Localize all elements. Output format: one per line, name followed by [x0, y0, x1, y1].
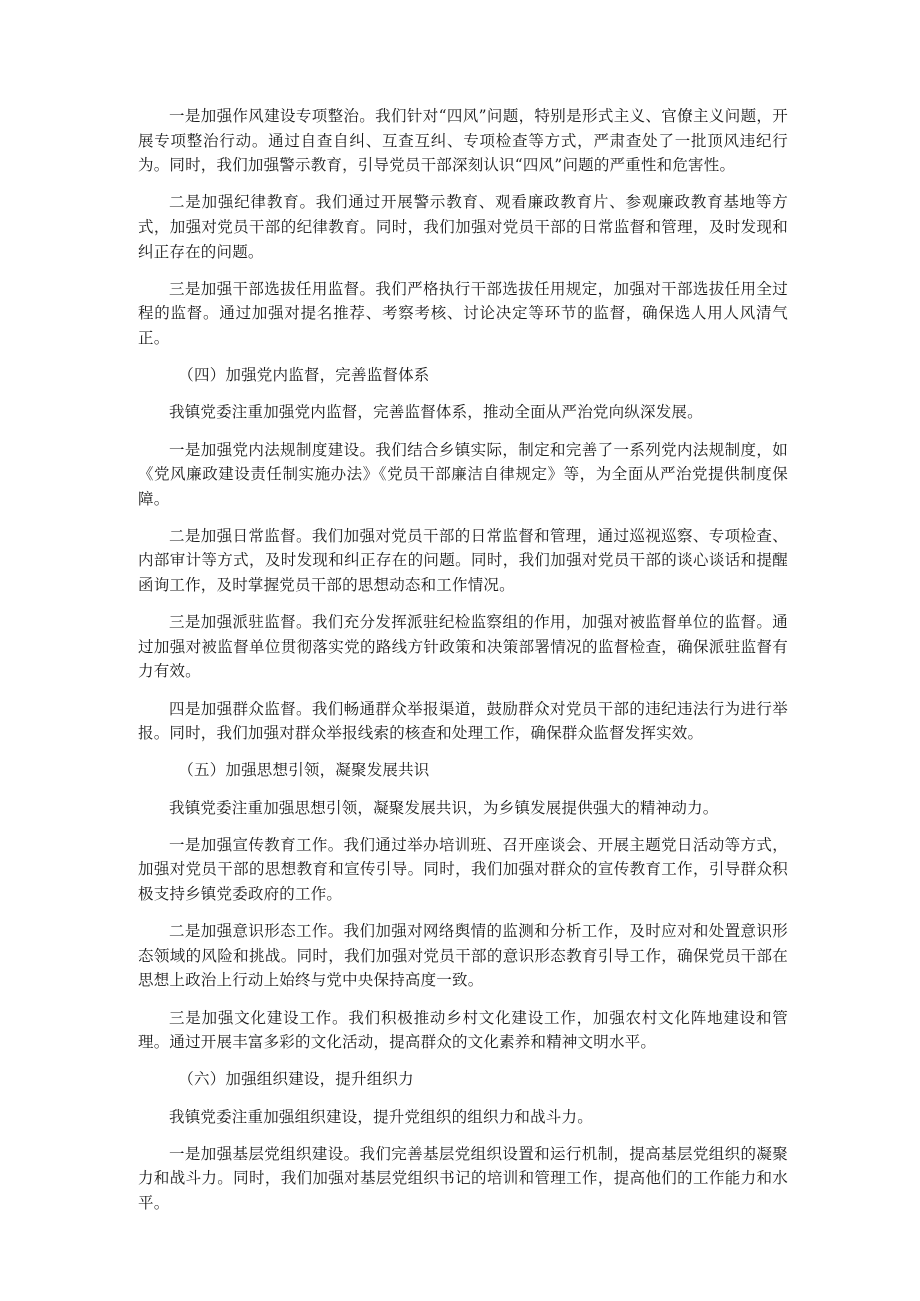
- paragraph: 一是加强基层党组织建设。我们完善基层党组织设置和运行机制，提高基层党组织的凝聚力和战斗力。同时，我们加强对基层党组织书记的培训和管理工作，提高他们的工作能力和水平。: [138, 1144, 788, 1212]
- section-heading: （六）加强组织建设，提升组织力: [178, 1070, 414, 1089]
- paragraph: 一是加强作风建设专项整治。我们针对“四风”问题，特别是形式主义、官僚主义问题，开展专项整治行动。通过自查自纠、互查互纠、专项检查等方式，严肃查处了一批顶风违纪行为。同时，我们加强警示教育，引导党员干部深刻认识“四风”问题的严重性和危害性。: [138, 107, 788, 175]
- paragraph: 二是加强意识形态工作。我们加强对网络舆情的监测和分析工作，及时应对和处置意识形态领域的风险和挑战。同时，我们加强对党员干部的意识形态教育引导工作，确保党员干部在思想上政治上行动上始终与党中央保持高度一致。: [138, 922, 788, 990]
- paragraph: 三是加强派驻监督。我们充分发挥派驻纪检监察组的作用，加强对被监督单位的监督。通过加强对被监督单位贯彻落实党的路线方针政策和决策部署情况的监督检查，确保派驻监督有力有效。: [138, 613, 788, 681]
- section-heading: （五）加强思想引领，凝聚发展共识: [178, 761, 430, 780]
- paragraph: 二是加强日常监督。我们加强对党员干部的日常监督和管理，通过巡视巡察、专项检查、内部审计等方式，及时发现和纠正存在的问题。同时，我们加强对党员干部的谈心谈话和提醒函询工作，及时掌握党员干部的思想动态和工作情况。: [138, 526, 788, 595]
- paragraph: 我镇党委注重加强党内监督，完善监督体系，推动全面从严治党向纵深发展。: [169, 403, 703, 422]
- paragraph: 一是加强宣传教育工作。我们通过举办培训班、召开座谈会、开展主题党日活动等方式，加强对党员干部的思想教育和宣传引导。同时，我们加强对群众的宣传教育工作，引导群众积极支持乡镇党委政府的工作。: [138, 835, 788, 903]
- paragraph: 三是加强文化建设工作。我们积极推动乡村文化建设工作，加强农村文化阵地建设和管理。通过开展丰富多彩的文化活动，提高群众的文化素养和精神文明水平。: [138, 1008, 788, 1052]
- paragraph: 二是加强纪律教育。我们通过开展警示教育、观看廉政教育片、参观廉政教育基地等方式，加强对党员干部的纪律教育。同时，我们加强对党员干部的日常监督和管理，及时发现和纠正存在的问题。: [138, 193, 788, 261]
- paragraph: 一是加强党内法规制度建设。我们结合乡镇实际，制定和完善了一系列党内法规制度，如《党风廉政建设责任制实施办法》《党员干部廉洁自律规定》等，为全面从严治党提供制度保障。: [138, 440, 788, 508]
- paragraph: 四是加强群众监督。我们畅通群众举报渠道，鼓励群众对党员干部的违纪违法行为进行举报。同时，我们加强对群众举报线索的核查和处理工作，确保群众监督发挥实效。: [138, 699, 788, 743]
- paragraph: 我镇党委注重加强组织建设，提升党组织的组织力和战斗力。: [169, 1107, 593, 1126]
- section-heading: （四）加强党内监督，完善监督体系: [178, 366, 430, 385]
- paragraph: 我镇党委注重加强思想引领，凝聚发展共识，为乡镇发展提供强大的精神动力。: [169, 798, 719, 817]
- document-body: [138, 104, 788, 1228]
- paragraph: 三是加强干部选拔任用监督。我们严格执行干部选拔任用规定，加强对干部选拔任用全过程的监督。通过加强对提名推荐、考察考核、讨论决定等环节的监督，确保选人用人风清气正。: [138, 279, 788, 347]
